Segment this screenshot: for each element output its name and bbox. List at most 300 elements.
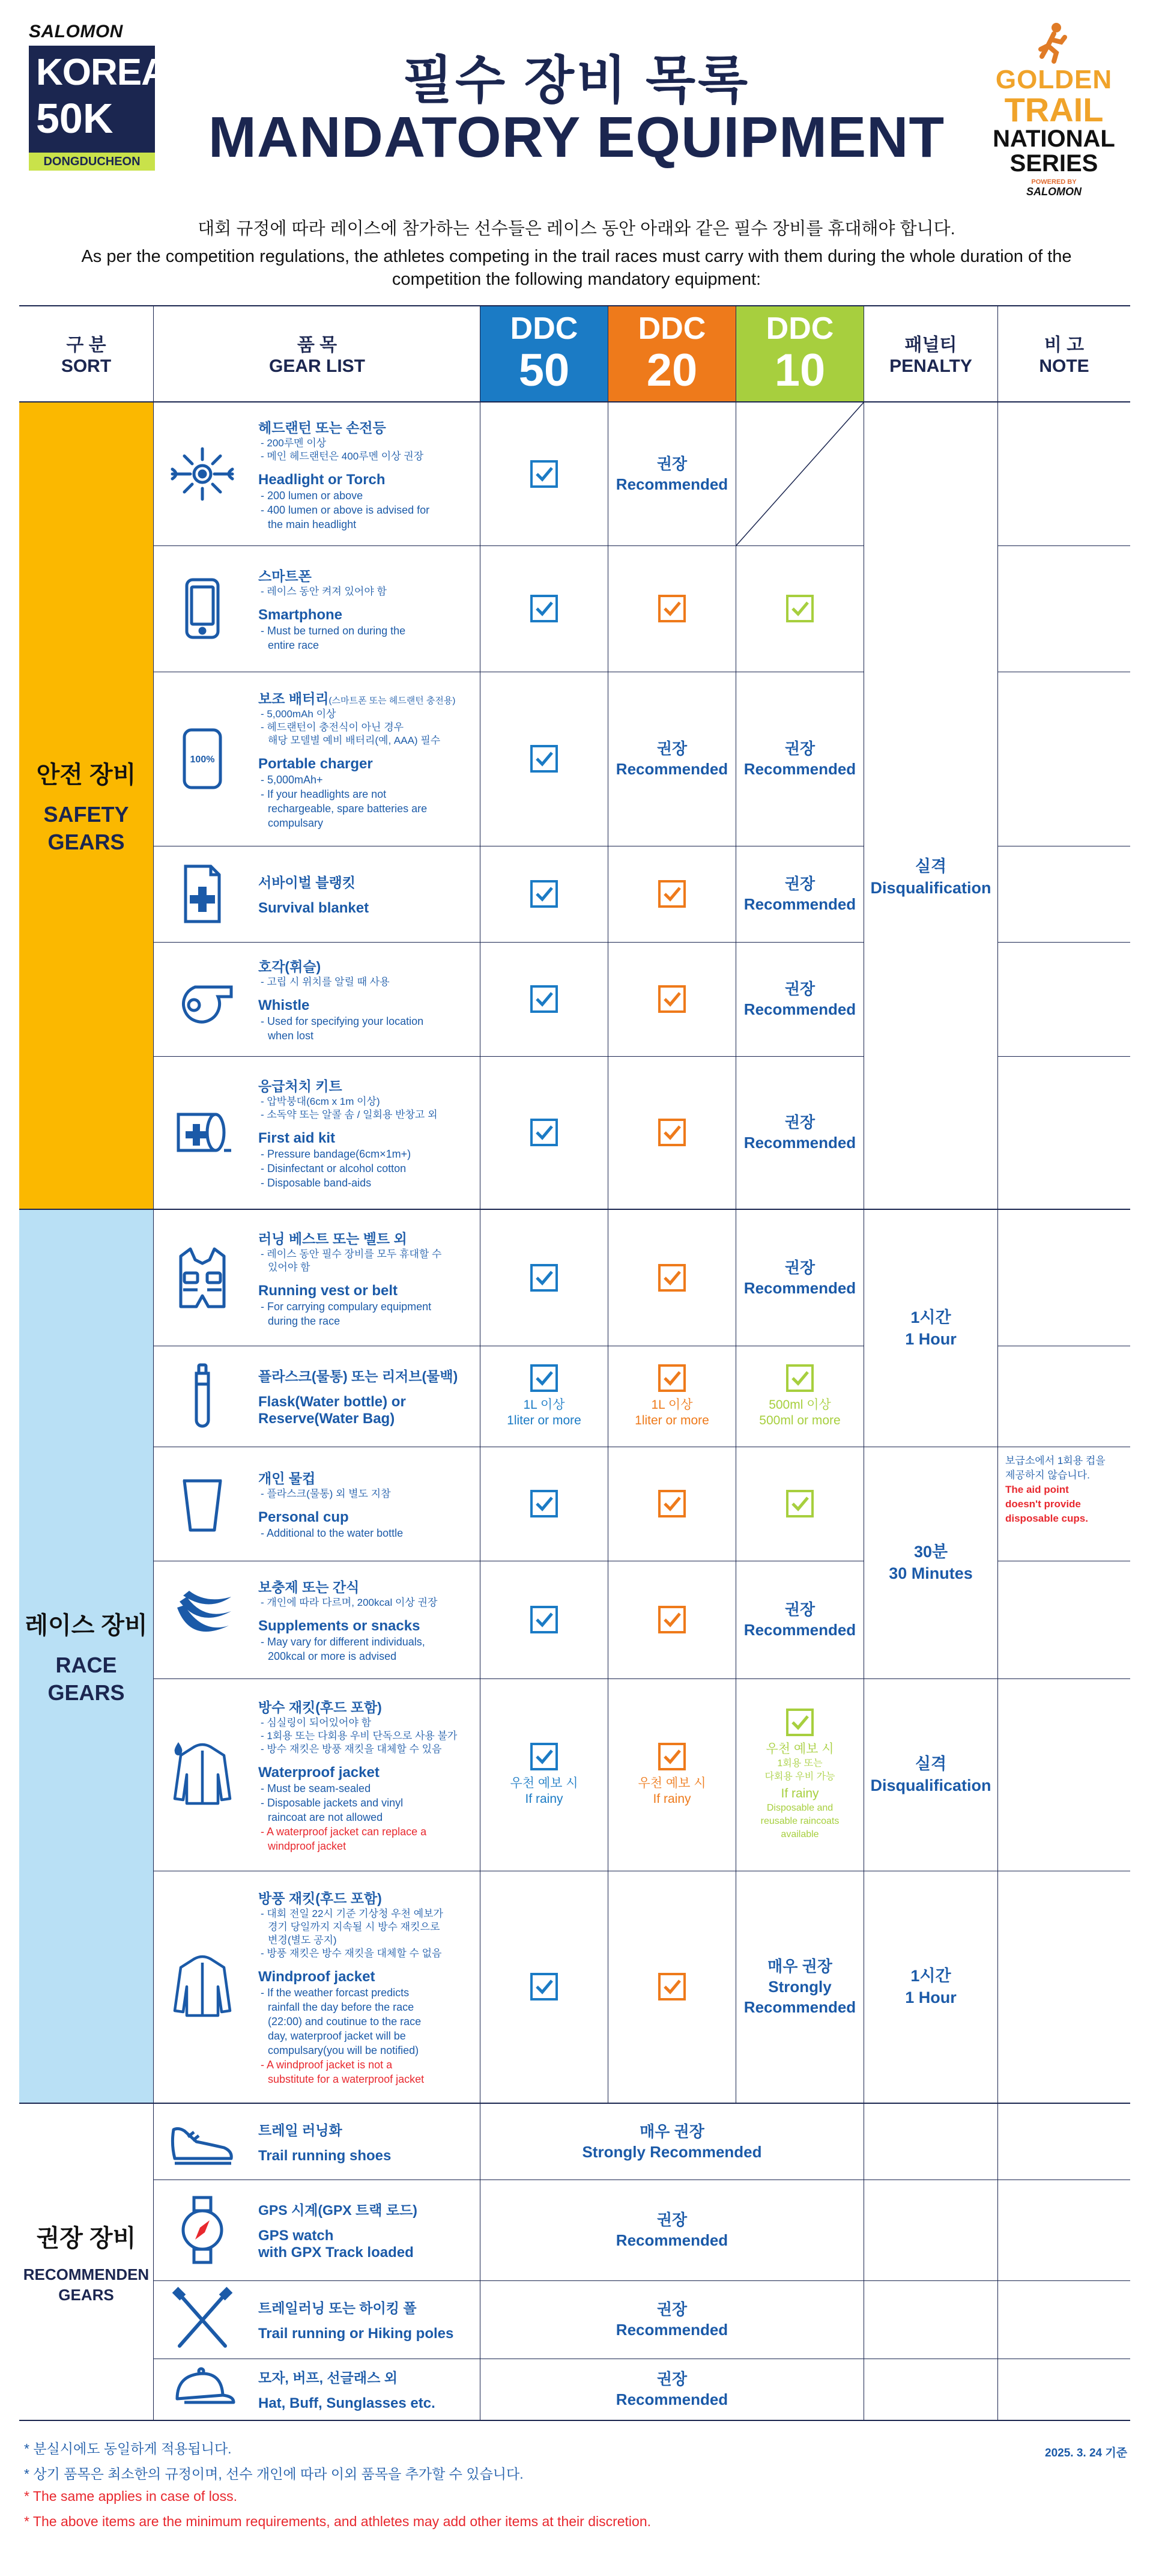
check-icon — [785, 1489, 814, 1518]
flask-ddc10-en: 500ml or more — [759, 1414, 841, 1427]
section-safety-kr: 안전 장비 — [36, 761, 136, 788]
section-safety-en2: GEARS — [47, 829, 125, 854]
vest-ddc10-cell — [736, 1210, 864, 1346]
gear-windproof-kr-desc-2: 경기 당일까지 지속될 시 방수 재킷으로 — [268, 1921, 440, 1933]
blanket-ddc20-cell — [608, 846, 736, 942]
section-recommended-en — [23, 2264, 149, 2305]
gear-firstaid-kr-title: 응급처치 키트 — [258, 1078, 342, 1094]
hat-rec-kr: 권장 — [656, 2370, 688, 2388]
check-icon — [785, 594, 814, 623]
gear-cup-kr-title: 개인 물컵 — [258, 1470, 316, 1486]
gear-first-aid — [258, 1056, 486, 1209]
gear-snacks-en-desc-1: - May vary for different individuals, — [261, 1635, 425, 1648]
hiking-poles-icon — [163, 2280, 241, 2359]
charger-ddc50-cell — [480, 672, 608, 846]
penalty-waterproof-en: Disqualification — [870, 1776, 991, 1794]
headlight-ddc20-kr: 권장 — [656, 455, 688, 473]
section-race-gears — [19, 1210, 153, 2103]
gear-waterproof-kr-desc-3: - 방수 재킷은 방풍 재킷을 대체할 수 있음 — [261, 1743, 442, 1755]
gear-flask-en-title-2: Reserve(Water Bag) — [258, 1410, 395, 1427]
gear-waterproof-kr-desc-1: - 심실링이 되어있어야 함 — [261, 1716, 372, 1728]
gear-flask-kr-title: 플라스크(물통) 또는 리저브(물백) — [258, 1368, 458, 1384]
check-icon — [658, 594, 686, 623]
charger-ddc20-cell — [608, 672, 736, 846]
row-divider — [998, 1056, 1130, 1057]
logo-k-text: K — [82, 95, 113, 142]
gear-windproof-en-desc-2: rainfall the day before the race — [268, 2000, 414, 2013]
gear-vest-en-desc-2: during the race — [268, 1314, 340, 1327]
gear-running-vest — [258, 1210, 486, 1346]
gear-windproof-en-desc-4: day, waterproof jacket will be — [268, 2029, 406, 2042]
first-aid-kit-icon — [163, 1056, 241, 1209]
section-race-en1: RACE — [55, 1652, 117, 1677]
gear-firstaid-kr-desc-1: - 압박붕대(6cm x 1m 이상) — [261, 1095, 380, 1107]
logo-korea-text: KOREA — [36, 52, 168, 93]
flask-icon — [163, 1346, 241, 1447]
gear-cup — [258, 1447, 486, 1561]
header-note-kr: 비 고 — [1044, 335, 1085, 355]
snacks-ddc10-en: Recommended — [743, 1621, 856, 1639]
gear-gps-watch — [258, 2180, 486, 2280]
poles-rec-kr: 권장 — [656, 2300, 688, 2318]
gear-flask-en-title-1: Flask(Water bottle) or — [258, 1393, 406, 1410]
gear-firstaid-en-desc-3: - Disposable band-aids — [261, 1176, 372, 1189]
headlight-ddc20-cell — [608, 402, 736, 545]
logo-salomon-text: SALOMON — [1026, 185, 1082, 198]
charger-ddc10-cell — [736, 672, 864, 846]
gear-firstaid-en-desc-2: - Disinfectant or alcohol cotton — [261, 1162, 407, 1174]
gear-smartphone-kr-desc-1: - 레이스 동안 켜져 있어야 함 — [261, 585, 387, 597]
section-recommended-gears — [19, 2104, 153, 2420]
flask-ddc20-kr: 1L 이상 — [651, 1398, 693, 1412]
gear-vest-en-title: Running vest or belt — [258, 1282, 398, 1299]
logo-trail-text: TRAIL — [1004, 91, 1104, 129]
logo-series-text: SERIES — [1009, 150, 1098, 177]
hat-recommendation — [480, 2359, 864, 2420]
gps-rec-kr: 권장 — [656, 2211, 688, 2229]
blanket-ddc50-cell — [480, 846, 608, 942]
poles-rec-en: Recommended — [616, 2321, 728, 2339]
header-penalty-kr: 패널티 — [904, 335, 957, 355]
check-icon — [785, 1708, 814, 1737]
gear-blanket — [258, 846, 486, 942]
gear-headlight-en-desc-2: - 400 lumen or above is advised for — [261, 503, 430, 516]
flask-ddc10-kr: 500ml 이상 — [769, 1398, 831, 1412]
gear-waterproof-en-desc-5: windproof jacket — [268, 1839, 347, 1852]
race-section-bottom-border — [19, 2103, 1130, 2104]
penalty-vest-flask — [864, 1210, 997, 1447]
column-divider — [997, 305, 998, 2420]
gear-charger-en-desc-4: compulsary — [268, 816, 324, 829]
footnote-1: * 분실시에도 동일하게 적용됩니다. — [24, 2441, 232, 2456]
gear-waterproof-kr-desc-2: - 1회용 또는 다회용 우비 단독으로 사용 불가 — [261, 1730, 458, 1742]
waterproof-ddc10-en-2: Disposable and — [766, 1803, 834, 1813]
runner-icon — [1030, 22, 1078, 64]
gear-headlight-kr-title: 헤드랜턴 또는 손전등 — [258, 419, 386, 436]
gear-waterproof-kr-title: 방수 재킷(후드 포함) — [258, 1699, 382, 1715]
section-race-kr: 레이스 장비 — [25, 1612, 148, 1639]
waterproof-ddc10-kr-3: 다회용 우비 가능 — [764, 1772, 835, 1782]
equipment-table — [19, 305, 1130, 2421]
footnote-4: * The above items are the minimum requirements, and athletes may add other items at their discretion. — [24, 2514, 652, 2529]
gear-snacks-en-desc-2: 200kcal or more is advised — [268, 1650, 397, 1662]
gear-whistle-en-desc-2: when lost — [268, 1029, 314, 1042]
section-recommended-en1: RECOMMENDEN — [23, 2265, 150, 2283]
windproof-ddc10-en-2: Recommended — [743, 1998, 856, 2016]
header-gear-en: GEAR LIST — [268, 356, 365, 376]
penalty-vest-en: 1 Hour — [905, 1330, 957, 1348]
check-icon — [658, 1605, 686, 1634]
logo-golden-text: GOLDEN — [995, 65, 1113, 94]
smartphone-ddc20-cell — [608, 545, 736, 672]
headlight-icon — [163, 402, 241, 545]
gear-vest-kr-title: 러닝 베스트 또는 벨트 외 — [258, 1230, 407, 1247]
vest-ddc10-kr: 권장 — [784, 1259, 816, 1277]
table-top-border — [19, 305, 1130, 306]
whistle-ddc10-en: Recommended — [743, 1000, 856, 1018]
banana-icon — [163, 1561, 241, 1678]
gear-whistle — [258, 942, 486, 1056]
header-bottom-border — [19, 401, 1130, 402]
gear-smartphone-en-title: Smartphone — [258, 606, 343, 623]
gear-snacks-en-title: Supplements or snacks — [258, 1617, 420, 1634]
ddc20-label: DDC — [638, 311, 706, 346]
table-bottom-border — [19, 2420, 1130, 2421]
flask-ddc10-cell — [736, 1346, 864, 1447]
section-safety-en1: SAFETY — [43, 801, 129, 827]
gear-hat-kr-title: 모자, 버프, 선글래스 외 — [258, 2369, 398, 2386]
gear-whistle-en-desc-1: - Used for specifying your location — [261, 1015, 424, 1027]
cup-ddc50-cell — [480, 1447, 608, 1561]
penalty-safety — [864, 545, 997, 1209]
cup-ddc20-cell — [608, 1447, 736, 1561]
gear-windproof-jacket — [258, 1871, 486, 2103]
waterproof-ddc10-en-4: available — [781, 1829, 819, 1839]
penalty-waterproof-kr: 실격 — [915, 1755, 947, 1773]
row-divider — [998, 545, 1130, 546]
gear-charger-kr-title — [258, 688, 486, 708]
gear-poles-kr-title: 트레일러닝 또는 하이킹 폴 — [258, 2300, 417, 2316]
hat-rec-en: Recommended — [616, 2390, 728, 2408]
gear-snacks — [258, 1561, 486, 1678]
check-icon — [530, 594, 558, 623]
gear-blanket-en-title: Survival blanket — [258, 899, 369, 916]
whistle-ddc10-cell — [736, 942, 864, 1056]
charger-ddc20-en: Recommended — [616, 760, 728, 778]
battery-100-text: 100% — [190, 755, 215, 765]
waterproof-ddc50-kr: 우천 예보 시 — [510, 1776, 578, 1790]
gear-headlight-kr-desc-1: - 200루멘 이상 — [261, 437, 327, 449]
header-penalty-en: PENALTY — [889, 356, 972, 376]
section-recommended-en2: GEARS — [58, 2285, 114, 2304]
trail-shoe-icon — [163, 2104, 241, 2180]
gear-firstaid-en-desc-1: - Pressure bandage(6cm×1m+) — [261, 1147, 411, 1160]
headlight-ddc10-not-applicable — [736, 402, 864, 545]
gear-waterproof-en-desc-4: - A waterproof jacket can replace a — [261, 1825, 427, 1838]
whistle-ddc50-cell — [480, 942, 608, 1056]
check-icon — [530, 1972, 558, 2001]
firstaid-ddc10-kr: 권장 — [784, 1113, 816, 1131]
logo-powered-by-text: POWERED BY — [1031, 178, 1077, 186]
page-title-korean: 필수 장비 목록 — [402, 52, 751, 109]
windproof-ddc10-kr: 매우 권장 — [767, 1957, 832, 1975]
section-safety-gears — [19, 402, 153, 1209]
check-icon — [530, 1605, 558, 1634]
gear-windproof-kr-title: 방풍 재킷(후드 포함) — [258, 1890, 382, 1906]
blanket-ddc10-cell — [736, 846, 864, 942]
check-icon — [658, 1263, 686, 1292]
check-icon — [658, 1364, 686, 1393]
gear-cup-en-desc-1: - Additional to the water bottle — [261, 1526, 404, 1539]
windproof-ddc50-cell — [480, 1871, 608, 2103]
waterproof-ddc10-cell — [736, 1678, 864, 1871]
waterproof-ddc50-cell — [480, 1678, 608, 1871]
shoes-rec-kr: 매우 권장 — [640, 2122, 704, 2140]
header-note — [998, 305, 1130, 401]
penalty-vest-kr: 1시간 — [910, 1308, 951, 1326]
flask-ddc20-cell — [608, 1346, 736, 1447]
ddc20-number: 20 — [646, 345, 698, 396]
gear-hiking-poles — [258, 2280, 486, 2359]
smartphone-ddc50-cell — [480, 545, 608, 672]
gear-waterproof-en-title: Waterproof jacket — [258, 1764, 380, 1781]
battery-icon — [163, 672, 241, 846]
check-icon — [530, 1263, 558, 1292]
section-race-en2: GEARS — [47, 1680, 125, 1705]
penalty-cup-snacks — [864, 1447, 997, 1678]
gear-windproof-kr-desc-3: 변경(별도 공지) — [268, 1934, 337, 1946]
charger-ddc20-kr: 권장 — [656, 740, 688, 758]
footnote-2: * 상기 품목은 최소한의 규정이며, 선수 개인에 따라 이외 품목을 추가할 수 있습니다. — [24, 2466, 524, 2482]
waterproof-ddc20-cell — [608, 1678, 736, 1871]
cup-ddc10-cell — [736, 1447, 864, 1561]
gear-headlight-en-desc-3: the main headlight — [268, 518, 357, 530]
windproof-ddc10-en-1: Strongly — [768, 1978, 832, 1996]
row-divider — [154, 1056, 864, 1057]
cup-note-en-1: The aid point — [1005, 1484, 1069, 1495]
gear-vest-en-desc-1: - For carrying compulary equipment — [261, 1300, 432, 1313]
gear-charger-kr-desc-3: 해당 모델별 예비 배터리(예, AAA) 필수 — [268, 734, 441, 746]
gear-vest-kr-desc-2: 있어야 함 — [268, 1261, 310, 1273]
whistle-icon — [163, 942, 241, 1056]
cup-note-en-3: disposable cups. — [1005, 1513, 1088, 1524]
gear-shoes-en-title: Trail running shoes — [258, 2147, 392, 2164]
cup-note-kr-1: 보급소에서 1회용 컵을 — [1005, 1455, 1106, 1466]
check-icon — [530, 1489, 558, 1518]
flask-ddc20-en: 1liter or more — [635, 1414, 709, 1427]
header-penalty — [864, 305, 997, 401]
firstaid-ddc10-en: Recommended — [743, 1134, 856, 1152]
section-recommended-kr: 권장 장비 — [36, 2225, 136, 2252]
check-icon — [530, 879, 558, 908]
check-icon — [658, 985, 686, 1013]
header-gear-kr: 품 목 — [297, 335, 337, 355]
charger-ddc10-en: Recommended — [743, 760, 856, 778]
header-sort-en: SORT — [61, 356, 112, 376]
footnote-3: * The same applies in case of loss. — [24, 2488, 237, 2504]
gps-watch-icon — [163, 2180, 241, 2280]
gear-charger-en-desc-1: - 5,000mAh+ — [261, 773, 323, 786]
gear-windproof-en-title: Windproof jacket — [258, 1968, 375, 1985]
section-race-en — [47, 1651, 124, 1707]
check-icon — [530, 1364, 558, 1393]
intro-korean: 대회 규정에 따라 레이스에 참가하는 선수들은 레이스 동안 아래와 같은 필수 장비를 휴대해야 합니다. — [198, 219, 955, 238]
flask-ddc50-cell — [480, 1346, 608, 1447]
gear-trail-shoes — [258, 2104, 486, 2180]
waterproof-ddc20-en: If rainy — [653, 1792, 691, 1806]
header-ddc20 — [608, 305, 736, 401]
blanket-ddc10-en: Recommended — [743, 895, 856, 913]
gear-flask — [258, 1346, 486, 1447]
gear-waterproof-jacket — [258, 1678, 486, 1871]
ddc10-label: DDC — [766, 311, 834, 346]
ddc10-number: 10 — [774, 345, 826, 396]
salomon-logo-text: SALOMON — [29, 22, 123, 41]
check-icon — [530, 460, 558, 488]
check-icon — [785, 1364, 814, 1393]
penalty-windproof-en: 1 Hour — [905, 1988, 957, 2006]
cup-icon — [163, 1447, 241, 1561]
penalty-waterproof — [864, 1678, 997, 1871]
gear-cup-en-title: Personal cup — [258, 1508, 349, 1525]
windproof-ddc10-cell — [736, 1871, 864, 2103]
check-icon — [658, 1489, 686, 1518]
penalty-windproof — [864, 1871, 997, 2103]
row-divider — [154, 2280, 1130, 2281]
gear-headlight-en-title: Headlight or Torch — [258, 471, 386, 488]
penalty-cup-kr: 30분 — [913, 1543, 948, 1561]
gear-hat — [258, 2359, 486, 2420]
waterproof-ddc10-kr-1: 우천 예보 시 — [766, 1742, 834, 1756]
vest-ddc50-cell — [480, 1210, 608, 1346]
gear-whistle-en-title: Whistle — [258, 997, 310, 1013]
whistle-ddc10-kr: 권장 — [784, 980, 816, 998]
gear-charger-en-title: Portable charger — [258, 755, 373, 772]
waterproof-jacket-icon — [163, 1678, 241, 1871]
gear-waterproof-en-desc-1: - Must be seam-sealed — [261, 1782, 371, 1794]
gear-vest-kr-desc-1: - 레이스 동안 필수 장비를 모두 휴대할 수 — [261, 1248, 442, 1260]
gear-whistle-kr-desc-1: - 고립 시 위치를 알릴 때 사용 — [261, 976, 390, 988]
snacks-ddc20-cell — [608, 1561, 736, 1678]
gear-cup-kr-desc-1: - 플라스크(물통) 외 별도 지참 — [261, 1487, 391, 1499]
gear-charger-kr-desc-2: - 헤드랜턴이 충전식이 아닌 경우 — [261, 721, 404, 733]
waterproof-ddc10-en-1: If rainy — [781, 1787, 819, 1800]
check-icon — [530, 1118, 558, 1147]
flask-ddc50-en: 1liter or more — [507, 1414, 581, 1427]
shoes-rec-en: Strongly Recommended — [582, 2143, 762, 2161]
firstaid-ddc20-cell — [608, 1056, 736, 1209]
safety-section-bottom-border — [19, 1209, 1130, 1210]
check-icon — [658, 1118, 686, 1147]
check-icon — [658, 1742, 686, 1771]
vest-ddc10-en: Recommended — [743, 1279, 856, 1297]
check-icon — [530, 985, 558, 1013]
gear-gps-kr-title: GPS 시계(GPX 트랙 로드) — [258, 2202, 417, 2218]
cup-note-en-2: doesn't provide — [1005, 1498, 1081, 1510]
smartphone-ddc10-cell — [736, 545, 864, 672]
penalty-windproof-kr: 1시간 — [910, 1967, 951, 1985]
gear-headlight-en-desc-1: - 200 lumen or above — [261, 489, 363, 502]
cup-note-kr-2: 제공하지 않습니다. — [1005, 1469, 1090, 1481]
windproof-ddc20-cell — [608, 1871, 736, 2103]
gear-charger — [258, 672, 486, 846]
poles-recommendation — [480, 2280, 864, 2359]
gear-charger-kr-title-main: 보조 배터리 — [258, 690, 329, 706]
logo-50-text: 50 — [36, 95, 83, 142]
headlight-ddc50-cell — [480, 402, 608, 545]
gear-hat-en-title: Hat, Buff, Sunglasses etc. — [258, 2395, 435, 2411]
gear-snacks-kr-desc-1: - 개인에 따라 다르며, 200kcal 이상 권장 — [261, 1596, 438, 1608]
check-icon — [658, 879, 686, 908]
header-gear-list — [154, 305, 480, 401]
gear-waterproof-en-desc-3: raincoat are not allowed — [268, 1811, 383, 1823]
whistle-ddc20-cell — [608, 942, 736, 1056]
row-divider — [154, 545, 864, 546]
headlight-ddc20-en: Recommended — [616, 475, 728, 493]
check-icon — [530, 1742, 558, 1771]
gear-headlight — [258, 402, 486, 545]
cup-note — [1005, 1454, 1125, 1526]
gear-headlight-kr-desc-2: - 메인 헤드랜턴은 400루멘 이상 권장 — [261, 450, 424, 462]
gear-charger-kr-desc-1: - 5,000mAh 이상 — [261, 708, 336, 720]
ddc50-label: DDC — [510, 311, 578, 346]
header-ddc50 — [480, 305, 608, 401]
gear-windproof-kr-desc-1: - 대회 전일 22시 기준 기상청 우천 예보가 — [261, 1907, 443, 1919]
gear-shoes-kr-title: 트레일 러닝화 — [258, 2122, 342, 2138]
smartphone-icon — [163, 545, 241, 672]
gear-smartphone-en-desc-2: entire race — [268, 639, 319, 651]
header-ddc10 — [736, 305, 864, 401]
header-sort-kr: 구 분 — [66, 335, 106, 355]
check-icon — [658, 1972, 686, 2001]
check-icon — [530, 744, 558, 773]
gear-firstaid-kr-desc-2: - 소독약 또는 알콜 솜 / 일회용 반창고 외 — [261, 1108, 438, 1120]
logo-dongducheon-text: DONGDUCHEON — [29, 153, 155, 171]
gear-gps-en-title-1: GPS watch — [258, 2227, 334, 2244]
gear-snacks-kr-title: 보충제 또는 간식 — [258, 1579, 360, 1595]
waterproof-ddc10-en-3: reusable raincoats — [760, 1816, 840, 1826]
gear-smartphone — [258, 545, 486, 672]
logo-national-text: NATIONAL — [993, 126, 1115, 152]
penalty-cup-en: 30 Minutes — [889, 1564, 973, 1582]
gear-charger-kr-title-sub: (스마트폰 또는 헤드랜턴 충전용) — [328, 695, 456, 706]
snacks-ddc50-cell — [480, 1561, 608, 1678]
intro-english: As per the competition regulations, the athletes competing in the trail races must carry with them during the whole duration of the competition the following mandatory equipment: — [81, 247, 1072, 289]
gear-charger-en-desc-3: rechargeable, spare batteries are — [268, 802, 428, 815]
gear-firstaid-en-title: First aid kit — [258, 1129, 336, 1146]
firstaid-ddc50-cell — [480, 1056, 608, 1209]
gear-charger-en-desc-2: - If your headlights are not — [261, 788, 387, 800]
snacks-ddc10-cell — [736, 1561, 864, 1678]
gps-recommendation — [480, 2180, 864, 2280]
gps-rec-en: Recommended — [616, 2231, 728, 2249]
charger-ddc10-kr: 권장 — [784, 740, 816, 758]
column-divider — [153, 305, 154, 2420]
shoes-recommendation — [480, 2104, 864, 2180]
page-title-english: MANDATORY EQUIPMENT — [208, 105, 945, 169]
gear-blanket-kr-title: 서바이벌 블랭킷 — [258, 874, 356, 890]
blanket-ddc10-kr: 권장 — [784, 875, 816, 893]
section-safety-en — [43, 801, 129, 856]
penalty-safety-kr: 실격 — [915, 857, 947, 875]
ddc50-number: 50 — [518, 345, 570, 396]
cap-icon — [163, 2359, 241, 2420]
penalty-safety-en: Disqualification — [870, 879, 991, 897]
waterproof-ddc20-kr: 우천 예보 시 — [638, 1776, 706, 1790]
running-vest-icon — [163, 1210, 241, 1346]
gear-windproof-en-desc-7: substitute for a waterproof jacket — [268, 2073, 425, 2085]
row-divider — [154, 942, 864, 943]
